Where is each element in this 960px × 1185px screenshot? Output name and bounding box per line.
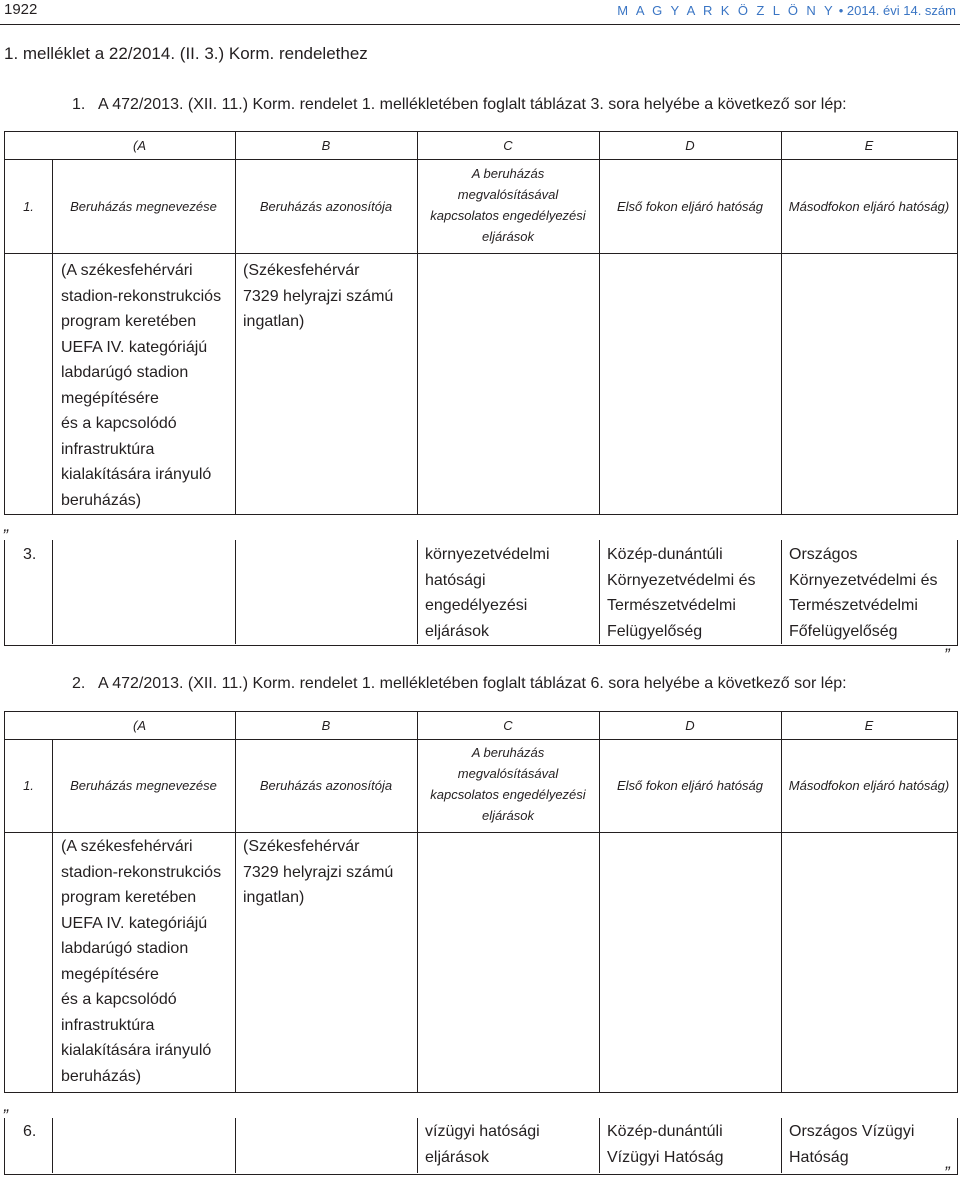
column-letter-d: D bbox=[685, 718, 695, 733]
new-row-second-instance-authority: Országos Vízügyi Hatóság bbox=[789, 1123, 915, 1166]
column-divider bbox=[52, 540, 53, 644]
header-project-name: Beruházás megnevezése bbox=[70, 199, 217, 214]
column-divider bbox=[599, 712, 600, 1092]
section-number: 1. bbox=[72, 96, 86, 113]
column-letter-b: B bbox=[321, 138, 331, 153]
header-row-number: 1. bbox=[23, 199, 34, 214]
cell-project-id: (Székesfehérvár 7329 helyrajzi számú ingatlan) bbox=[243, 262, 394, 330]
table-rule bbox=[5, 739, 957, 740]
new-row-second-instance-authority: Országos Környezetvédelmi és Természetvédelmi Főfelügyelőség bbox=[789, 546, 938, 640]
column-letter-c: C bbox=[503, 138, 513, 153]
table-rule bbox=[5, 159, 957, 160]
table-rule bbox=[5, 253, 957, 254]
column-divider bbox=[599, 540, 600, 644]
closing-quote-mark: ” bbox=[944, 1163, 950, 1182]
header-second-instance-authority: Másodfokon eljáró hatóság) bbox=[788, 778, 950, 793]
opening-quote-mark: „ bbox=[4, 1096, 10, 1115]
header-divider bbox=[0, 24, 960, 25]
opening-quote-mark: „ bbox=[4, 516, 10, 535]
annex-title: 1. melléklet a 22/2014. (II. 3.) Korm. rendelethez bbox=[4, 44, 368, 63]
column-letter-a: (A bbox=[133, 718, 146, 733]
new-row-table-2 bbox=[4, 1118, 958, 1175]
column-divider bbox=[235, 132, 236, 514]
column-divider bbox=[235, 540, 236, 644]
header-project-id: Beruházás azonosítója bbox=[259, 199, 393, 214]
new-row-procedures: környezetvédelmi hatósági engedélyezési eljárások bbox=[425, 546, 550, 640]
column-divider bbox=[235, 712, 236, 1092]
column-divider bbox=[781, 540, 782, 644]
column-letter-c: C bbox=[503, 718, 513, 733]
new-row-procedures: vízügyi hatósági eljárások bbox=[425, 1123, 540, 1166]
new-row-number: 6. bbox=[23, 1123, 37, 1140]
column-divider bbox=[599, 1118, 600, 1173]
header-first-instance-authority: Első fokon eljáró hatóság bbox=[617, 199, 763, 214]
column-divider bbox=[781, 712, 782, 1092]
amendment-table-2 bbox=[4, 711, 958, 1093]
header-procedures: A beruházás megvalósításával kapcsolatos engedélyezési eljárások bbox=[430, 745, 586, 823]
cell-project-name: (A székesfehérvári stadion-rekonstrukciós program keretében UEFA IV. kategóriájú labdarúgó stadion megépítésére és a kapcsolódó infrastruktúra kialakítására irányuló beruházás) bbox=[61, 838, 222, 1085]
column-letter-e: E bbox=[864, 138, 874, 153]
issue-label: 2014. évi 14. szám bbox=[846, 3, 956, 18]
column-divider bbox=[417, 540, 418, 644]
header-project-name: Beruházás megnevezése bbox=[70, 778, 217, 793]
section-1-paragraph bbox=[72, 96, 847, 114]
new-row-first-instance-authority: Közép-dunántúli Vízügyi Hatóság bbox=[607, 1123, 724, 1166]
closing-quote-mark: ” bbox=[944, 645, 950, 664]
header-bullet: • bbox=[838, 3, 844, 18]
header-second-instance-authority: Másodfokon eljáró hatóság) bbox=[788, 199, 950, 214]
column-divider bbox=[781, 132, 782, 514]
new-row-table-1 bbox=[4, 540, 958, 646]
amendment-table-1 bbox=[4, 131, 958, 515]
running-header bbox=[617, 3, 956, 18]
column-letter-d: D bbox=[685, 138, 695, 153]
column-letter-e: E bbox=[864, 718, 874, 733]
cell-project-id: (Székesfehérvár 7329 helyrajzi számú ingatlan) bbox=[243, 838, 394, 906]
header-project-id: Beruházás azonosítója bbox=[259, 778, 393, 793]
cell-project-name: (A székesfehérvári stadion-rekonstrukciós program keretében UEFA IV. kategóriájú labdarúgó stadion megépítésére és a kapcsolódó infrastruktúra kialakítására irányuló beruházás) bbox=[61, 262, 222, 509]
new-row-first-instance-authority: Közép-dunántúli Környezetvédelmi és Természetvédelmi Felügyelőség bbox=[607, 546, 756, 640]
header-procedures: A beruházás megvalósításával kapcsolatos engedélyezési eljárások bbox=[430, 166, 586, 244]
new-row-number: 3. bbox=[23, 546, 37, 563]
column-divider bbox=[599, 132, 600, 514]
section-text: A 472/2013. (XII. 11.) Korm. rendelet 1. mellékletében foglalt táblázat 3. sora helyébe a következő sor lép: bbox=[98, 96, 847, 113]
column-divider bbox=[52, 1118, 53, 1173]
journal-title: M A G Y A R K Ö Z L Ö N Y bbox=[617, 3, 836, 18]
column-letter-a: (A bbox=[133, 138, 146, 153]
column-divider bbox=[417, 1118, 418, 1173]
page-number: 1922 bbox=[4, 1, 38, 18]
section-number: 2. bbox=[72, 675, 86, 692]
table-rule bbox=[5, 832, 957, 833]
header-first-instance-authority: Első fokon eljáró hatóság bbox=[617, 778, 763, 793]
column-divider bbox=[781, 1118, 782, 1173]
section-text: A 472/2013. (XII. 11.) Korm. rendelet 1. mellékletében foglalt táblázat 6. sora helyébe a következő sor lép: bbox=[98, 675, 847, 692]
section-2-paragraph bbox=[72, 675, 847, 693]
column-divider bbox=[235, 1118, 236, 1173]
column-letter-b: B bbox=[321, 718, 331, 733]
header-row-number: 1. bbox=[23, 778, 34, 793]
